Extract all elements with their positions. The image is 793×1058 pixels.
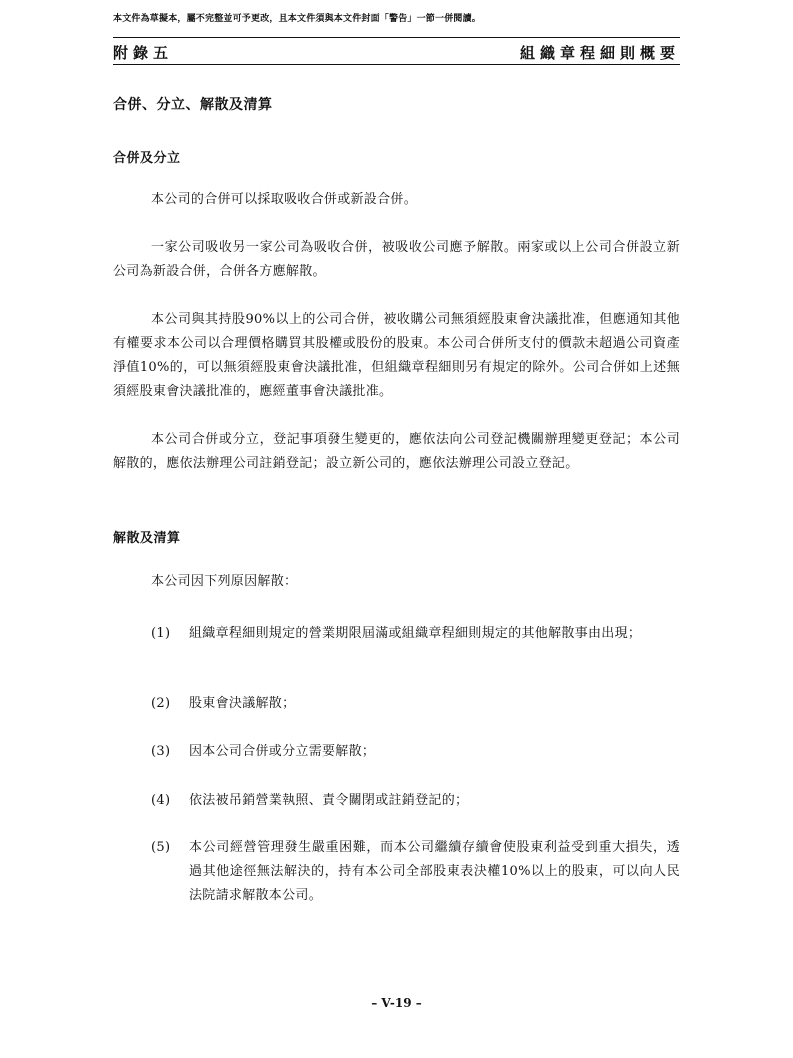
list-item-number: (4) <box>151 793 171 808</box>
list-item-text: 本公司經營管理發生嚴重困難，而本公司繼續存續會使股東利益受到重大損失，透過其他途徑無法解決的，持有本公司全部股東表決權10%以上的股東，可以向人民法院請求解散本公司。 <box>189 840 680 903</box>
list-item <box>113 740 680 764</box>
paragraph: 本公司的合併可以採取吸收合併或新設合併。 <box>151 192 418 207</box>
paragraph: 本公司與其持股90%以上的公司合併，被收購公司無須經股東會決議批准，但應通知其他有權要求本公司以合理價格購買其股權或股份的股東。本公司合併所支付的價款未超過公司資產淨值10%的，可以無須經股東會決議批准，但組織章程細則另有規定的除外。公司合併如上述無須經股東會決議批准的，應經董事會決議批准。 <box>113 312 680 399</box>
list-item-number: (3) <box>151 744 171 759</box>
list-item <box>113 622 680 670</box>
draft-notice: 本文件為草擬本，屬不完整並可予更改，且本文件須與本文件封面「警告」一節一併閱讀。 <box>113 14 482 24</box>
page-header <box>113 37 680 65</box>
list-item-number: (2) <box>151 696 171 711</box>
appendix-title: 組織章程細則概要 <box>519 44 680 62</box>
list-item-number: (1) <box>151 626 171 641</box>
paragraph: 本公司合併或分立，登記事項發生變更的，應依法向公司登記機關辦理變更登記；本公司解散的，應依法辦理公司註銷登記；設立新公司的，應依法辦理公司設立登記。 <box>113 432 680 471</box>
section-title: 合併、分立、解散及清算 <box>113 97 273 113</box>
paragraph: 一家公司吸收另一家公司為吸收合併，被吸收公司應予解散。兩家或以上公司合併設立新公司為新設合併，合併各方應解散。 <box>113 240 680 279</box>
list-item <box>113 836 680 908</box>
list-item <box>113 692 680 716</box>
list-item-text: 因本公司合併或分立需要解散； <box>189 744 376 759</box>
dissolution-intro: 本公司因下列原因解散： <box>151 574 298 589</box>
list-item-text: 股東會決議解散； <box>189 696 296 711</box>
dissolution-heading: 解散及清算 <box>113 531 181 546</box>
merger-heading: 合併及分立 <box>113 151 181 166</box>
list-item-text: 依法被吊銷營業執照、責令關閉或註銷登記的； <box>189 793 469 808</box>
list-item <box>113 789 680 813</box>
appendix-label: 附錄五 <box>113 44 174 62</box>
list-item-number: (5) <box>151 840 171 855</box>
page-number: – V-19 – <box>371 996 422 1010</box>
list-item-text: 組織章程細則規定的營業期限屆滿或組織章程細則規定的其他解散事由出現； <box>189 626 642 641</box>
